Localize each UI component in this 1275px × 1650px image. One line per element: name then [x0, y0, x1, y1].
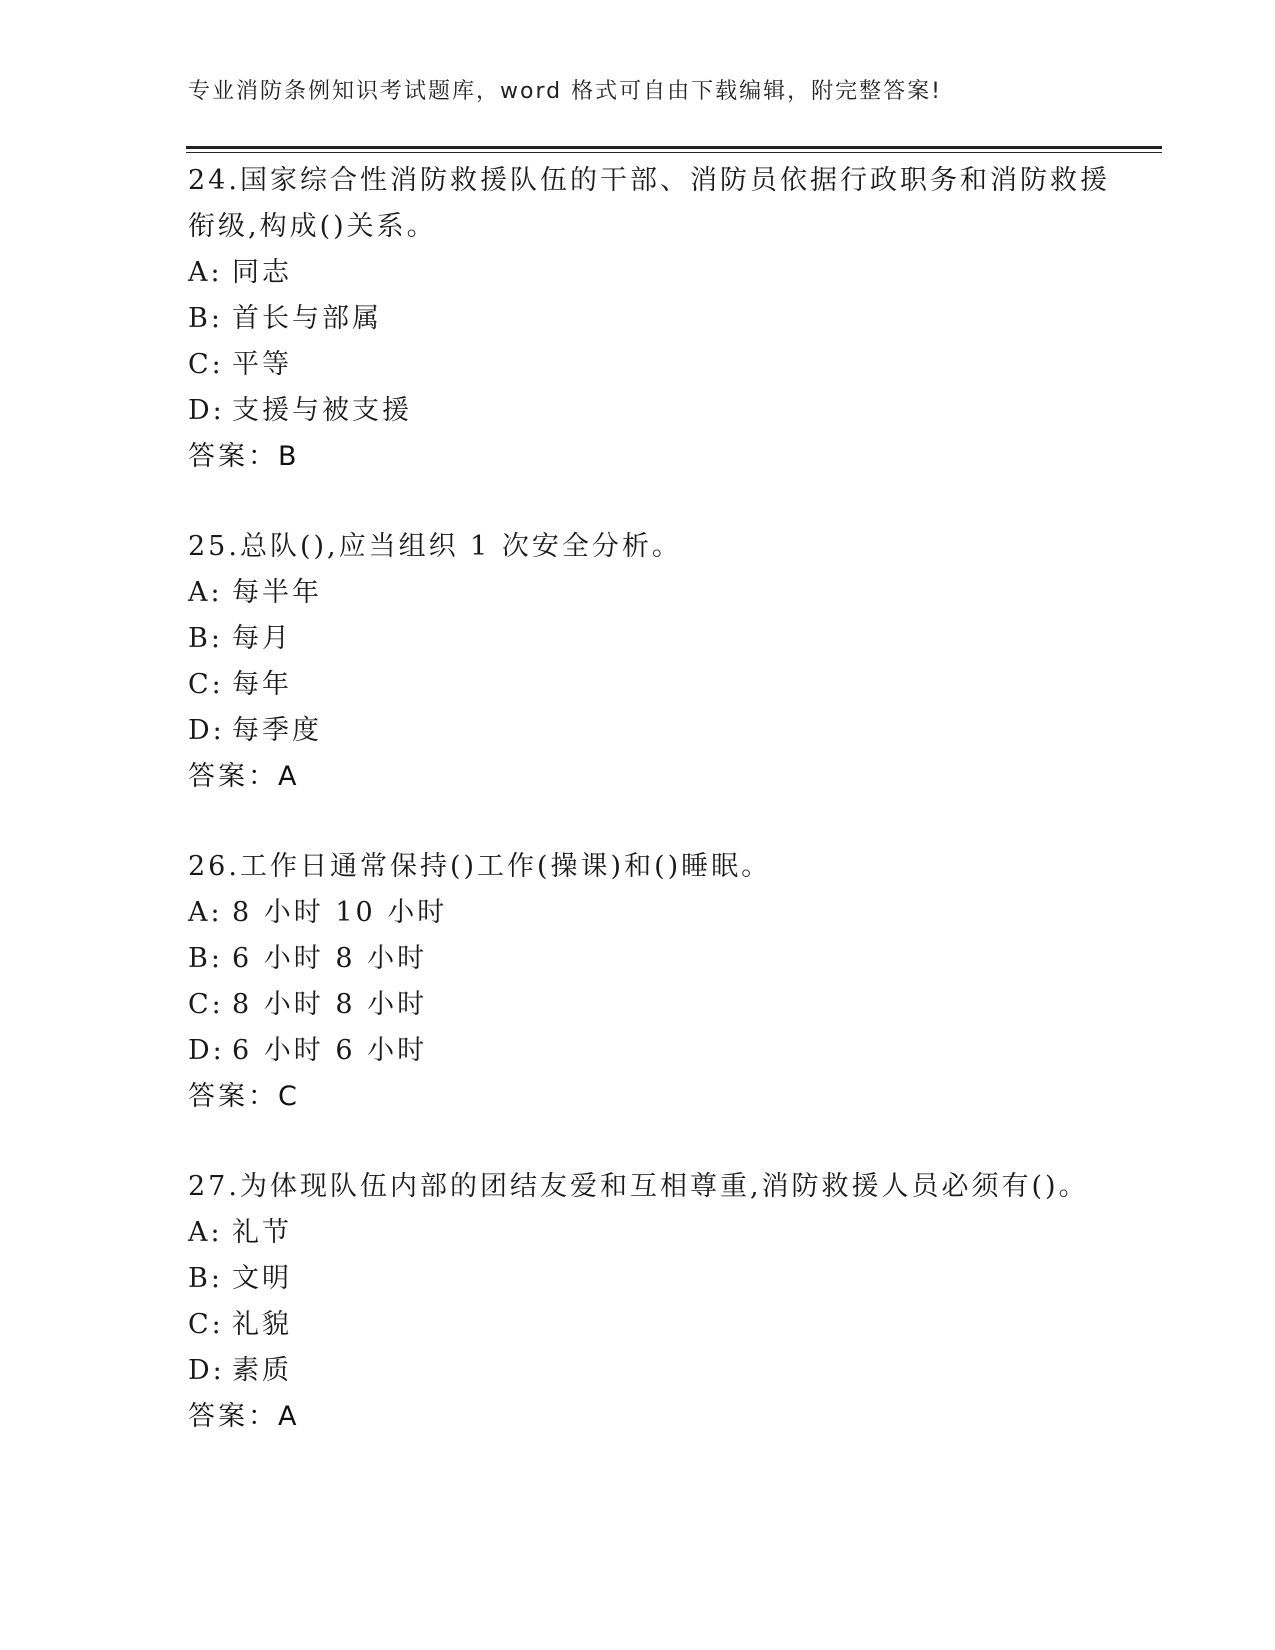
option-key: D: — [188, 395, 225, 426]
option-key: D: — [188, 1035, 225, 1066]
question-stem: 27.为体现队伍内部的团结友爱和互相尊重,消防救援人员必须有()。 — [188, 1171, 1089, 1202]
option-text: 每季度 — [232, 715, 322, 746]
page-header: 专业消防条例知识考试题库，word 格式可自由下载编辑，附完整答案! — [188, 79, 942, 104]
option-text: 支援与被支援 — [232, 395, 412, 426]
option-c — [188, 342, 1118, 388]
question-26 — [188, 844, 1118, 1120]
option-a — [188, 890, 1118, 936]
option-key: A: — [188, 577, 223, 608]
option-key: C: — [188, 349, 224, 380]
option-key: C: — [188, 669, 224, 700]
option-text: 8 小时 10 小时 — [232, 897, 448, 928]
option-text: 礼貌 — [232, 1309, 292, 1340]
option-text: 首长与部属 — [232, 303, 382, 334]
option-text: 每半年 — [232, 577, 322, 608]
option-text: 8 小时 8 小时 — [232, 989, 428, 1020]
option-key: B: — [188, 1263, 223, 1294]
option-c — [188, 982, 1118, 1028]
option-text: 礼节 — [232, 1217, 292, 1248]
option-d — [188, 1348, 1118, 1394]
option-text: 6 小时 8 小时 — [232, 943, 428, 974]
option-key: A: — [188, 1217, 223, 1248]
question-list — [188, 158, 1118, 1484]
header-divider-thin — [186, 152, 1162, 153]
question-25 — [188, 524, 1118, 800]
question-27 — [188, 1164, 1118, 1440]
option-text: 同志 — [232, 257, 292, 288]
question-stem: 25.总队(),应当组织 1 次安全分析。 — [188, 531, 682, 562]
option-c — [188, 662, 1118, 708]
question-24 — [188, 158, 1118, 480]
option-key: A: — [188, 897, 223, 928]
option-text: 文明 — [232, 1263, 292, 1294]
option-d — [188, 1028, 1118, 1074]
question-stem: 26.工作日通常保持()工作(操课)和()睡眠。 — [188, 851, 772, 882]
answer-line: 答案：A — [188, 761, 300, 792]
option-key: B: — [188, 943, 223, 974]
option-text: 每月 — [232, 623, 292, 654]
option-text: 每年 — [232, 669, 292, 700]
option-b — [188, 616, 1118, 662]
option-b — [188, 296, 1118, 342]
option-b — [188, 936, 1118, 982]
question-stem: 24.国家综合性消防救援队伍的干部、消防员依据行政职务和消防救援衔级,构成()关系。 — [188, 165, 1110, 242]
option-key: B: — [188, 623, 223, 654]
option-d — [188, 708, 1118, 754]
option-key: D: — [188, 1355, 225, 1386]
option-a — [188, 1210, 1118, 1256]
answer-line: 答案：A — [188, 1401, 300, 1432]
header-divider-thick — [186, 146, 1162, 149]
option-key: C: — [188, 1309, 224, 1340]
option-d — [188, 388, 1118, 434]
option-key: D: — [188, 715, 225, 746]
option-text: 素质 — [232, 1355, 292, 1386]
option-key: B: — [188, 303, 223, 334]
option-key: C: — [188, 989, 224, 1020]
answer-line: 答案：C — [188, 1081, 300, 1112]
option-text: 6 小时 6 小时 — [232, 1035, 428, 1066]
answer-line: 答案：B — [188, 441, 300, 472]
option-c — [188, 1302, 1118, 1348]
option-text: 平等 — [232, 349, 292, 380]
option-key: A: — [188, 257, 223, 288]
option-b — [188, 1256, 1118, 1302]
option-a — [188, 250, 1118, 296]
option-a — [188, 570, 1118, 616]
